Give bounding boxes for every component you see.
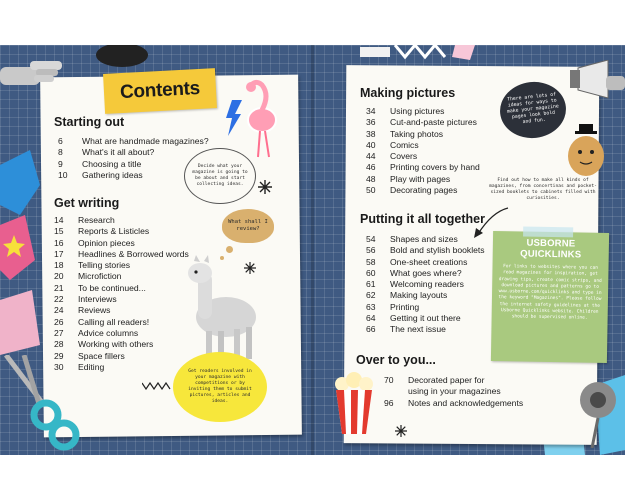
pink-paper-piece xyxy=(452,45,475,60)
zigzag-line xyxy=(395,45,445,57)
toc-list-making-pictures xyxy=(366,106,496,196)
toc-list-putting-it-all-together xyxy=(366,234,496,336)
section-title-making-pictures: Making pictures xyxy=(360,86,456,100)
page-title: Contents xyxy=(119,77,201,104)
toc-item[interactable]: 64 Getting it out there xyxy=(366,313,461,324)
toc-item[interactable]: 50 Decorating pages xyxy=(366,185,458,196)
toc-item[interactable]: 27 Advice columns xyxy=(54,327,139,338)
scissors-icon xyxy=(0,355,82,455)
toc-item[interactable]: 29 Space fillers xyxy=(54,350,125,361)
thought-cloud: What shall I review? xyxy=(222,209,274,243)
toc-item[interactable]: 56 Bold and stylish booklets xyxy=(366,245,485,256)
white-paper-strip xyxy=(360,47,390,57)
toc-item[interactable]: 36 Cut-and-paste pictures xyxy=(366,117,477,128)
toc-item[interactable]: 15 Reports & Listicles xyxy=(54,226,150,237)
find-out-note: Find out how to make all kinds of magazines, from concertinas and pocket-sized booklets to cabinets filled with curiosities. xyxy=(489,178,597,201)
popcorn-icon xyxy=(330,372,378,434)
toc-item[interactable]: 28 Working with others xyxy=(54,339,154,350)
toc-item[interactable]: 22 Interviews xyxy=(54,294,117,305)
sparkle-icon xyxy=(244,262,256,274)
toc-item[interactable]: 26 Calling all readers! xyxy=(54,316,150,327)
toc-item[interactable]: 40 Comics xyxy=(366,139,419,150)
toc-list-starting-out xyxy=(58,136,209,181)
pink-torn-paper xyxy=(0,290,40,355)
tape-strip xyxy=(523,227,573,238)
get-readers-note: Get readers involved in your magazine with competitions or by inviting them to submit pictures, articles and ideas. xyxy=(173,352,267,422)
flower-photo-icon xyxy=(572,378,622,448)
squiggle-line xyxy=(142,382,172,390)
black-shape xyxy=(96,45,148,67)
toc-item[interactable]: 10 Gathering ideas xyxy=(58,169,143,180)
toc-item[interactable]: 8 What's it all about? xyxy=(58,147,155,158)
blue-burst-shape xyxy=(0,150,40,215)
toc-item[interactable]: 60 What goes where? xyxy=(366,267,462,278)
toc-item: using in your magazines xyxy=(408,386,501,397)
section-title-over-to-you: Over to you... xyxy=(356,353,436,367)
toc-item[interactable]: 20 Microfiction xyxy=(54,271,122,282)
sparkle-icon xyxy=(395,425,407,437)
section-title-starting-out: Starting out xyxy=(54,115,125,129)
toc-list-over-to-you xyxy=(384,375,524,409)
lightning-bolt-icon xyxy=(224,100,242,136)
hand-thumbs-up-icon xyxy=(0,55,76,93)
toc-item[interactable]: 63 Printing xyxy=(366,301,420,312)
toc-item[interactable]: 44 Covers xyxy=(366,151,418,162)
toc-item[interactable]: 54 Shapes and sizes xyxy=(366,234,458,244)
toc-item[interactable]: 18 Telling stories xyxy=(54,260,131,271)
toc-item[interactable]: 66 The next issue xyxy=(366,324,446,335)
toc-item[interactable]: 6 What are handmade magazines? xyxy=(58,136,209,146)
toc-item[interactable]: 17 Headlines & Borrowed words xyxy=(54,248,189,259)
toc-item[interactable]: 9 Choosing a title xyxy=(58,158,142,169)
toc-item[interactable]: 21 To be continued... xyxy=(54,282,146,293)
toc-item[interactable]: 14 Research xyxy=(54,215,115,225)
toc-item[interactable]: 38 Taking photos xyxy=(366,128,444,139)
contents-heading-tag xyxy=(103,68,217,114)
section-title-putting-it-all-together: Putting it all together xyxy=(360,212,485,226)
flamingo-sticker-icon xyxy=(240,75,285,160)
toc-item[interactable]: 70 Decorated paper for xyxy=(384,375,485,385)
decide-note-bubble: Decide what your magazine is going to be about and start collecting ideas. xyxy=(184,148,256,204)
toc-list-get-writing xyxy=(54,215,194,373)
toc-item[interactable]: 30 Editing xyxy=(54,361,105,372)
potato-character-icon xyxy=(566,124,610,180)
thought-dot xyxy=(226,246,233,253)
toc-item[interactable]: 34 Using pictures xyxy=(366,106,445,116)
toc-item[interactable]: 58 One-sheet creations xyxy=(366,256,468,267)
toc-item[interactable]: 46 Printing covers by hand xyxy=(366,162,480,173)
toc-item[interactable]: 62 Making layouts xyxy=(366,290,448,301)
toc-item[interactable]: 16 Opinion pieces xyxy=(54,237,135,248)
toc-item[interactable]: 96 Notes and acknowledgements xyxy=(384,397,524,408)
section-title-get-writing: Get writing xyxy=(54,196,120,210)
toc-item[interactable]: 24 Reviews xyxy=(54,305,111,316)
ideas-note-bubble: There are lots of ideas for ways to make your magazine pages look bold and fun. xyxy=(497,79,568,142)
toc-item[interactable]: 48 Play with pages xyxy=(366,173,451,184)
quicklinks-body: For links to websites where you can read magazines for inspiration, get drawing tips, create comic strips, and download pictures and patterns go to www.usborne.com/quicklinks and type in the keyword "Magazines". Please follow the internet safety guidelines at the Usborne Quicklinks website. Children should be supervised online. xyxy=(498,264,602,322)
quicklinks-title: USBORNE QUICKLINKS xyxy=(520,237,582,261)
toc-item[interactable]: 61 Welcoming readers xyxy=(366,279,464,290)
megaphone-hand-icon xyxy=(568,60,625,100)
quicklinks-box xyxy=(491,231,609,363)
sparkle-icon xyxy=(258,180,272,194)
